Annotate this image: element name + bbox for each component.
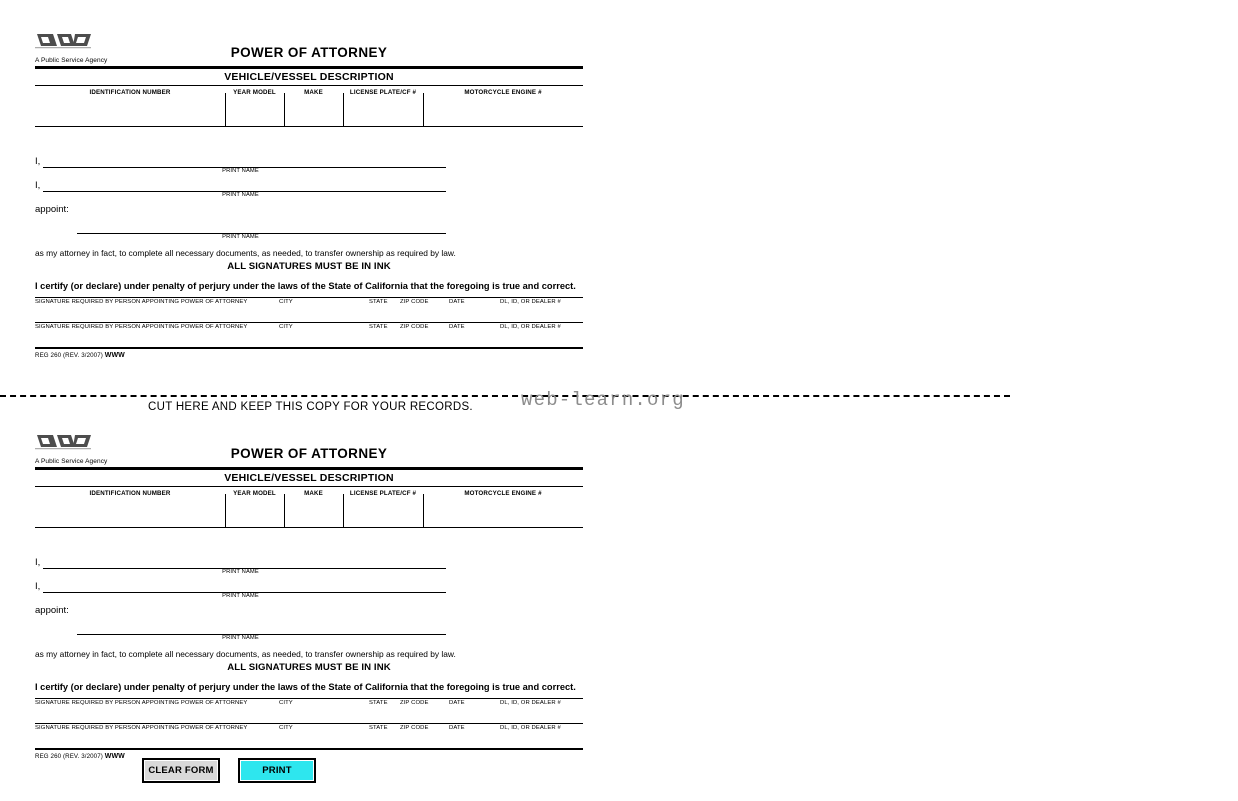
attorney-in-fact-text: as my attorney in fact, to complete all necessary documents, as needed, to transfer ownership as required by law.	[35, 648, 456, 659]
vehicle-description-table	[35, 85, 583, 127]
dl-label: DL, ID, OR DEALER #	[500, 725, 561, 732]
cut-line	[0, 395, 1010, 397]
table-header-motorcycle-engine: MOTORCYCLE ENGINE #	[464, 489, 542, 497]
name-line-2[interactable]	[35, 179, 583, 203]
state-label: STATE	[369, 299, 388, 306]
clear-form-button[interactable]: CLEAR FORM	[142, 758, 220, 783]
vehicle-description-table	[35, 486, 583, 528]
table-divider	[343, 494, 344, 528]
section-heading-vehicle: VEHICLE/VESSEL DESCRIPTION	[224, 471, 394, 484]
revision-code: REG 260 (REV. 3/2007)	[35, 351, 103, 359]
signature-label: SIGNATURE REQUIRED BY PERSON APPOINTING POWER OF ATTORNEY	[35, 700, 248, 707]
form-action-buttons	[142, 758, 316, 783]
watermark: web-learn.org	[521, 389, 685, 411]
page-title: POWER OF ATTORNEY	[230, 446, 388, 461]
state-label: STATE	[369, 725, 388, 732]
city-label: CITY	[279, 700, 293, 707]
dl-label: DL, ID, OR DEALER #	[500, 700, 561, 707]
table-col-identification-number	[35, 487, 225, 528]
table-header-license-plate: LICENSE PLATE/CF #	[349, 88, 417, 96]
cut-notice: CUT HERE AND KEEP THIS COPY FOR YOUR RECORDS.	[148, 401, 473, 413]
name-line-1[interactable]	[35, 556, 583, 580]
certification-text: I certify (or declare) under penalty of perjury under the laws of the State of California that the foregoing is true and correct.	[35, 280, 576, 291]
table-bottom-rule	[35, 527, 583, 528]
print-name-label: PRINT NAME	[222, 233, 259, 240]
date-label: DATE	[449, 324, 465, 331]
table-divider	[284, 494, 285, 528]
attorney-in-fact-text: as my attorney in fact, to complete all necessary documents, as needed, to transfer ownership as required by law.	[35, 247, 456, 258]
signature-label: SIGNATURE REQUIRED BY PERSON APPOINTING POWER OF ATTORNEY	[35, 324, 248, 331]
table-col-year-model	[225, 487, 284, 528]
zip-label: ZIP CODE	[400, 725, 429, 732]
table-header-identification-number: IDENTIFICATION NUMBER	[89, 88, 171, 96]
i-label: I,	[35, 155, 41, 167]
dl-label: DL, ID, OR DEALER #	[500, 324, 561, 331]
print-name-label: PRINT NAME	[222, 167, 259, 174]
revision-line	[35, 352, 583, 359]
appoint-label: appoint:	[35, 203, 69, 215]
form-header	[35, 433, 583, 467]
power-of-attorney-copy-2	[35, 433, 583, 760]
footer-rule	[35, 748, 583, 750]
i-label: I,	[35, 556, 41, 568]
table-divider	[225, 93, 226, 127]
print-button[interactable]: PRINT	[238, 758, 316, 783]
date-label: DATE	[449, 299, 465, 306]
table-header-license-plate: LICENSE PLATE/CF #	[349, 489, 417, 497]
city-label: CITY	[279, 324, 293, 331]
table-col-identification-number	[35, 86, 225, 127]
revision-code: REG 260 (REV. 3/2007)	[35, 752, 103, 760]
revision-suffix: WWW	[104, 351, 125, 359]
print-name-label: PRINT NAME	[222, 592, 259, 599]
table-header-year-model: YEAR MODEL	[233, 88, 276, 96]
signature-label: SIGNATURE REQUIRED BY PERSON APPOINTING POWER OF ATTORNEY	[35, 299, 248, 306]
dl-label: DL, ID, OR DEALER #	[500, 299, 561, 306]
signature-label: SIGNATURE REQUIRED BY PERSON APPOINTING POWER OF ATTORNEY	[35, 725, 248, 732]
signature-row-2[interactable]	[35, 322, 583, 347]
table-header-identification-number: IDENTIFICATION NUMBER	[89, 489, 171, 497]
print-name-label: PRINT NAME	[222, 568, 259, 575]
print-name-label: PRINT NAME	[222, 634, 259, 641]
ink-notice: ALL SIGNATURES MUST BE IN INK	[227, 661, 391, 673]
zip-label: ZIP CODE	[400, 324, 429, 331]
footer-rule	[35, 347, 583, 349]
revision-suffix: WWW	[104, 752, 125, 760]
name-line-2[interactable]	[35, 580, 583, 604]
table-header-year-model: YEAR MODEL	[233, 489, 276, 497]
appoint-label: appoint:	[35, 604, 69, 616]
agency-tagline: A Public Service Agency	[35, 57, 108, 64]
signature-row-1[interactable]	[35, 297, 583, 322]
appointer-names-block	[35, 155, 583, 245]
city-label: CITY	[279, 299, 293, 306]
table-col-license-plate	[343, 487, 423, 528]
appointee-name-line[interactable]	[35, 616, 583, 646]
signature-row-2[interactable]	[35, 723, 583, 748]
table-divider	[284, 93, 285, 127]
city-label: CITY	[279, 725, 293, 732]
certification-text: I certify (or declare) under penalty of perjury under the laws of the State of California that the foregoing is true and correct.	[35, 681, 576, 692]
print-name-label: PRINT NAME	[222, 191, 259, 198]
appointee-name-line[interactable]	[35, 215, 583, 245]
table-col-year-model	[225, 86, 284, 127]
table-col-motorcycle-engine	[423, 86, 583, 127]
section-heading-vehicle: VEHICLE/VESSEL DESCRIPTION	[224, 70, 394, 83]
power-of-attorney-copy-1	[35, 32, 583, 359]
date-label: DATE	[449, 700, 465, 707]
date-label: DATE	[449, 725, 465, 732]
table-divider	[343, 93, 344, 127]
state-label: STATE	[369, 324, 388, 331]
i-label: I,	[35, 580, 41, 592]
table-col-motorcycle-engine	[423, 487, 583, 528]
table-divider	[423, 494, 424, 528]
table-header-make: MAKE	[304, 88, 323, 96]
table-col-license-plate	[343, 86, 423, 127]
table-header-motorcycle-engine: MOTORCYCLE ENGINE #	[464, 88, 542, 96]
table-divider	[225, 494, 226, 528]
page-title: POWER OF ATTORNEY	[230, 45, 388, 60]
table-col-make	[284, 487, 343, 528]
signature-row-1[interactable]	[35, 698, 583, 723]
table-col-make	[284, 86, 343, 127]
table-bottom-rule	[35, 126, 583, 127]
zip-label: ZIP CODE	[400, 700, 429, 707]
i-label: I,	[35, 179, 41, 191]
appointer-names-block	[35, 556, 583, 646]
zip-label: ZIP CODE	[400, 299, 429, 306]
table-header-make: MAKE	[304, 489, 323, 497]
ink-notice: ALL SIGNATURES MUST BE IN INK	[227, 260, 391, 272]
agency-tagline: A Public Service Agency	[35, 458, 108, 465]
form-header	[35, 32, 583, 66]
name-line-1[interactable]	[35, 155, 583, 179]
state-label: STATE	[369, 700, 388, 707]
table-divider	[423, 93, 424, 127]
